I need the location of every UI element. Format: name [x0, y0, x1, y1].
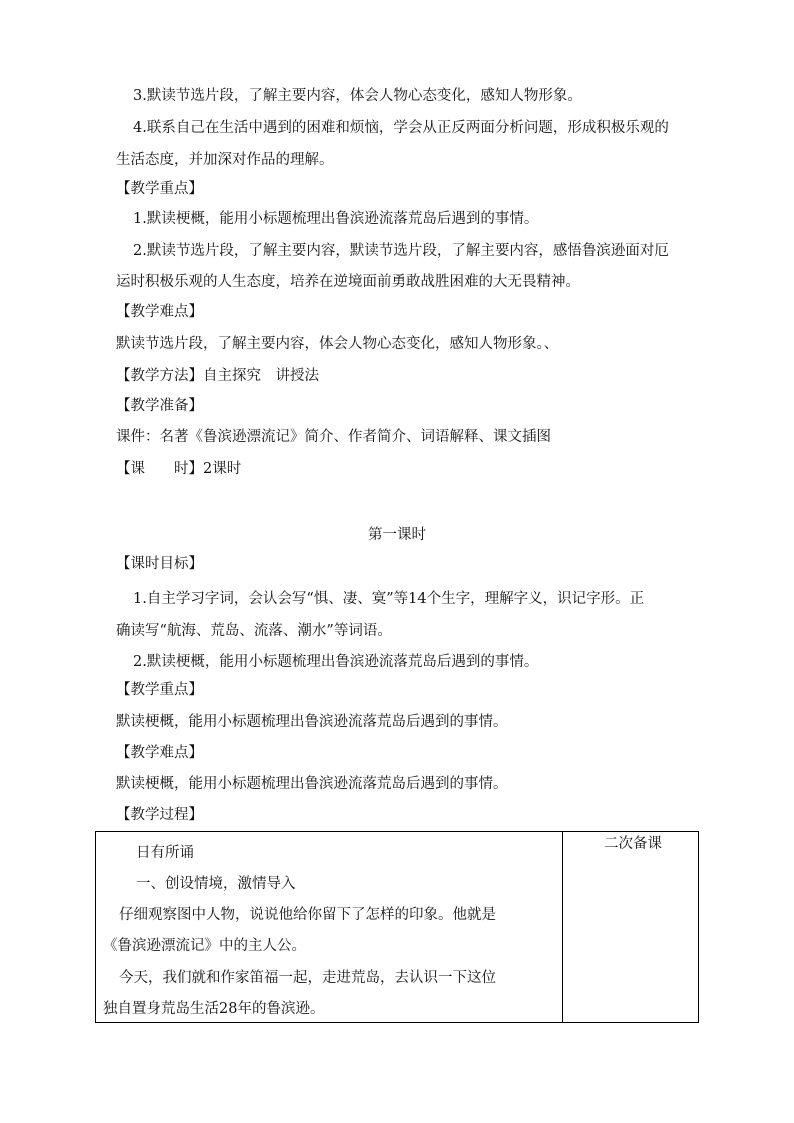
- lesson-goal-1-line2: 确读写“航海、荒岛、流落、潮水”等词语。: [116, 623, 392, 639]
- lesson-key-text: 默读梗概，能用小标题梳理出鲁滨逊流落荒岛后遇到的事情。: [116, 714, 508, 730]
- lesson-goals-heading: 【课时目标】: [116, 556, 203, 572]
- difficulties-text: 默读节选片段，了解主要内容，体会人物心态变化，感知人物形象。、: [116, 336, 559, 352]
- preparation-text: 课件：名著《鲁滨逊漂流记》简介、作者简介、词语解释、课文插图: [116, 429, 551, 445]
- lesson-diff-heading: 【教学难点】: [116, 745, 203, 761]
- preparation-heading: 【教学准备】: [116, 398, 203, 414]
- key-point-2-line2: 运时积极乐观的人生态度，培养在逆境面前勇敢战胜困难的大无畏精神。: [116, 274, 580, 290]
- key-points-heading: 【教学重点】: [116, 181, 203, 197]
- lesson-title: 第一课时: [368, 527, 426, 543]
- lesson-goal-2: 2.默读梗概，能用小标题梳理出鲁滨逊流落荒岛后遇到的事情。: [133, 654, 539, 670]
- table-paragraph-2-line2: 独自置身荒岛生活28年的鲁滨逊。: [103, 1001, 325, 1017]
- table-daily-recitation: 日有所诵: [136, 845, 194, 861]
- lesson-diff-text: 默读梗概，能用小标题梳理出鲁滨逊流落荒岛后遇到的事情。: [116, 776, 508, 792]
- class-periods: 【课 时】2课时: [116, 461, 242, 477]
- difficulties-heading: 【教学难点】: [116, 304, 203, 320]
- objective-4-line2: 生活态度，并加深对作品的理解。: [116, 152, 334, 168]
- table-paragraph-1-line1: 仔细观察图中人物，说说他给你留下了怎样的印象。他就是: [119, 907, 496, 923]
- lesson-key-heading: 【教学重点】: [116, 682, 203, 698]
- teaching-method: 【教学方法】自主探究 讲授法: [116, 368, 319, 384]
- lesson-goal-1-line1: 1.自主学习字词，会认会写“惧、凄、寞”等14个生字，理解字义，识记字形。正: [133, 591, 645, 607]
- objective-3: 3.默读节选片段，了解主要内容，体会人物心态变化，感知人物形象。: [133, 88, 582, 104]
- key-point-2-line1: 2.默读节选片段，了解主要内容，默读节选片段，了解主要内容，感悟鲁滨逊面对厄: [133, 243, 669, 259]
- table-second-prep-header: 二次备课: [604, 836, 662, 852]
- table-section-heading: 一、创设情境，激情导入: [136, 876, 296, 892]
- objective-4-line1: 4.联系自己在生活中遇到的困难和烦恼，学会从正反两面分析问题，形成积极乐观的: [133, 120, 669, 136]
- table-paragraph-2-line1: 今天，我们就和作家笛福一起，走进荒岛，去认识一下这位: [119, 970, 496, 986]
- process-heading: 【教学过程】: [116, 807, 203, 823]
- key-point-1: 1.默读梗概，能用小标题梳理出鲁滨逊流落荒岛后遇到的事情。: [133, 211, 539, 227]
- table-paragraph-1-line2: 《鲁滨逊漂流记》中的主人公。: [103, 938, 306, 954]
- table-column-divider: [562, 831, 563, 1023]
